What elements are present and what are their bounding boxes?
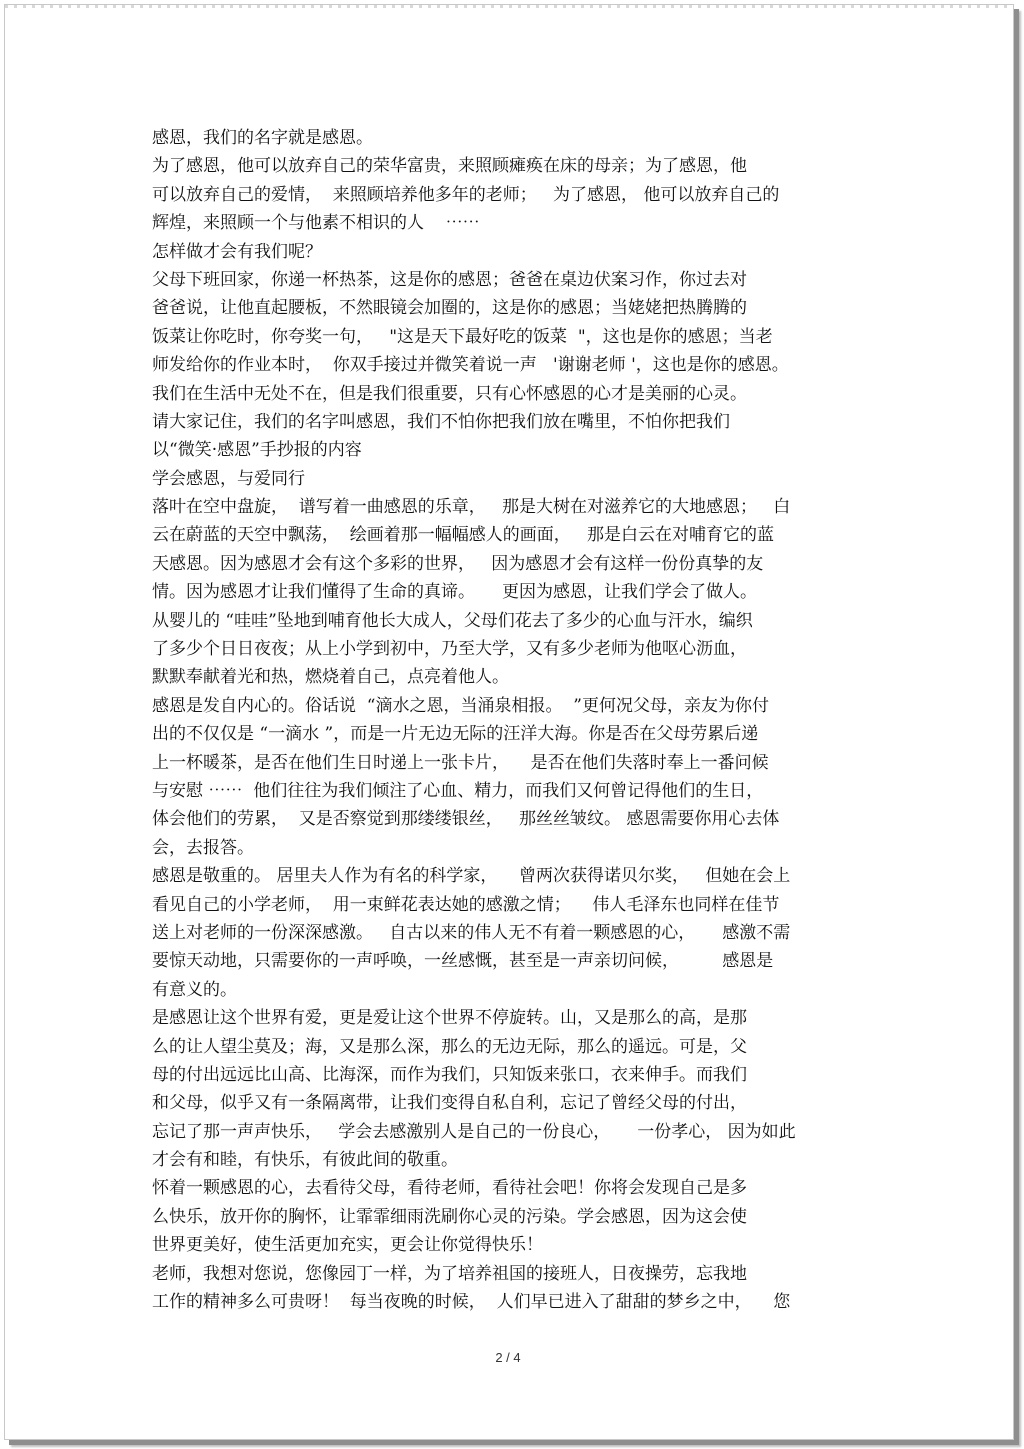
text-line: 感恩是发自内心的。俗话说 “滴水之恩，当涌泉相报。 ”更何况父母，亲友为你付 [152, 695, 769, 716]
text-line: 饭菜让你吃时，你夸奖一句， "这是天下最好吃的饭菜 "，这也是你的感恩；当老 [152, 326, 773, 347]
text-line: 辉煌，来照顾一个与他素不相识的人 ⋯⋯ [152, 213, 480, 234]
text-line: 工作的精神多么可贵呀！ 每当夜晚的时候， 人们早已进入了甜甜的梦乡之中， 您 [152, 1292, 791, 1313]
text-line: 云在蔚蓝的天空中飘荡， 绘画着那一幅幅感人的画面， 那是白云在对哺育它的蓝 [152, 525, 775, 546]
text-line: 老师，我想对您说，您像园丁一样，为了培养祖国的接班人，日夜操劳，忘我地 [152, 1263, 747, 1284]
text-line: 我们在生活中无处不在，但是我们很重要，只有心怀感恩的心才是美丽的心灵。 [152, 383, 747, 404]
text-line: 和父母，似乎又有一条隔离带，让我们变得自私自利，忘记了曾经父母的付出， [152, 1093, 747, 1114]
text-line: 感恩，我们的名字就是感恩。 [152, 128, 373, 148]
body-text [152, 124, 872, 1316]
text-line: 父母下班回家，你递一杯热茶，这是你的感恩；爸爸在桌边伏案习作，你过去对 [152, 269, 747, 290]
text-line: 有意义的。 [152, 979, 237, 1000]
text-line: 了多少个日日夜夜；从上小学到初中，乃至大学，又有多少老师为他呕心沥血， [152, 639, 747, 660]
text-line: 么的让人望尘莫及；海，又是那么深，那么的无边无际，那么的遥远。可是，父 [152, 1036, 747, 1057]
text-line: 看见自己的小学老师， 用一束鲜花表达她的感激之情； 伟人毛泽东也同样在佳节 [152, 894, 780, 915]
text-line: 体会他们的劳累， 又是否察觉到那缕缕银丝， 那丝丝皱纹。 感恩需要你用心去体 [152, 809, 780, 830]
text-line: 天感恩。因为感恩才会有这个多彩的世界， 因为感恩才会有这样一份份真挚的友 [152, 553, 764, 574]
text-line: 可以放弃自己的爱情， 来照顾培养他多年的老师； 为了感恩， 他可以放弃自己的 [152, 184, 780, 205]
text-line: 为了感恩，他可以放弃自己的荣华富贵，来照顾瘫痪在床的母亲；为了感恩，他 [152, 156, 747, 177]
text-line: 送上对老师的一份深深感激。 自古以来的伟人无不有着一颗感恩的心， 感激不需 [152, 922, 791, 943]
text-line: 学会感恩，与爱同行 [152, 468, 305, 489]
page-number: 2 / 4 [495, 1350, 521, 1365]
text-line: 世界更美好，使生活更加充实，更会让你觉得快乐！ [152, 1235, 543, 1256]
text-line: 才会有和睦，有快乐，有彼此间的敬重。 [152, 1150, 458, 1171]
text-line: 落叶在空中盘旋， 谱写着一曲感恩的乐章， 那是大树在对滋养它的大地感恩； 白 [152, 497, 791, 518]
text-line: 情。因为感恩才让我们懂得了生命的真谛。 更因为感恩，让我们学会了做人。 [152, 582, 758, 603]
text-line: 是感恩让这个世界有爱，更是爱让这个世界不停旋转。山，又是那么的高，是那 [152, 1008, 747, 1029]
text-line: 怎样做才会有我们呢？ [152, 241, 322, 262]
text-line: 请大家记住，我们的名字叫感恩，我们不怕你把我们放在嘴里，不怕你把我们 [152, 411, 730, 432]
text-line: 怀着一颗感恩的心，去看待父母，看待老师，看待社会吧！你将会发现自己是多 [152, 1178, 747, 1199]
text-line: 忘记了那一声声快乐， 学会去感激别人是自己的一份良心， 一份孝心， 因为如此 [152, 1121, 796, 1142]
text-line: 与安慰 ⋯⋯ 他们往往为我们倾注了心血、精力，而我们又何曾记得他们的生日， [152, 780, 764, 801]
text-line: 要惊天动地，只需要你的一声呼唤，一丝感慨，甚至是一声亲切问候， 感恩是 [152, 951, 774, 972]
text-line: 从婴儿的 “哇哇”坠地到哺育他长大成人，父母们花去了多少的心血与汗水，编织 [152, 610, 753, 631]
text-line: 上一杯暖茶，是否在他们生日时递上一张卡片， 是否在他们失落时奉上一番问候 [152, 752, 769, 773]
text-line: 么快乐，放开你的胸怀，让霏霏细雨洗刷你心灵的污染。学会感恩，因为这会使 [152, 1206, 747, 1227]
text-line: 师发给你的作业本时， 你双手接过并微笑着说一声 '谢谢老师 '，这也是你的感恩。 [152, 355, 789, 376]
text-line: 出的不仅仅是 “一滴水 ”，而是一片无边无际的汪洋大海。你是否在父母劳累后递 [152, 724, 759, 745]
text-line: 爸爸说，让他直起腰板，不然眼镜会加圈的，这是你的感恩；当姥姥把热腾腾的 [152, 298, 747, 319]
text-line: 默默奉献着光和热，燃烧着自己，点亮着他人。 [152, 667, 509, 688]
text-line: 母的付出远远比山高、比海深，而作为我们，只知饭来张口，衣来伸手。而我们 [152, 1064, 747, 1085]
text-line: 会，去报答。 [152, 837, 254, 858]
text-line: 感恩是敬重的。 居里夫人作为有名的科学家， 曾两次获得诺贝尔奖， 但她在会上 [152, 866, 791, 887]
text-line: 以“微笑·感恩”手抄报的内容 [152, 440, 362, 461]
